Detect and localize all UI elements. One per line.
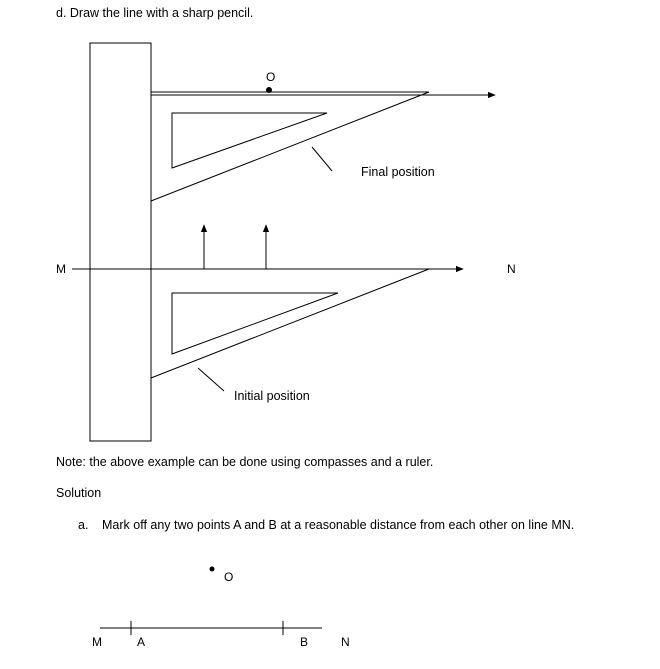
step-a-marker: a. (78, 518, 89, 532)
solution-point-o (210, 567, 215, 572)
initial-position-label: Initial position (234, 389, 310, 403)
ruler (90, 43, 151, 441)
solution-heading: Solution (56, 486, 102, 500)
point-o (266, 87, 272, 93)
final-position-label: Final position (361, 165, 435, 179)
solution-label-b: B (300, 635, 309, 649)
point-o-label: O (266, 70, 276, 84)
note-text: Note: the above example can be done using compasses and a ruler. (56, 455, 434, 469)
label-m: M (56, 262, 66, 276)
solution-label-n: N (341, 635, 350, 649)
initial-position-pointer (198, 368, 224, 391)
solution-label-a: A (137, 635, 146, 649)
set-square-final (151, 92, 429, 201)
solution-label-m: M (92, 635, 102, 649)
set-square-initial (151, 269, 429, 378)
step-a-text: Mark off any two points A and B at a reasonable distance from each other on line MN. (102, 518, 575, 532)
solution-point-o-label: O (224, 570, 234, 584)
step-d-text: d. Draw the line with a sharp pencil. (56, 6, 254, 20)
final-position-pointer (312, 147, 332, 171)
label-n: N (507, 262, 516, 276)
